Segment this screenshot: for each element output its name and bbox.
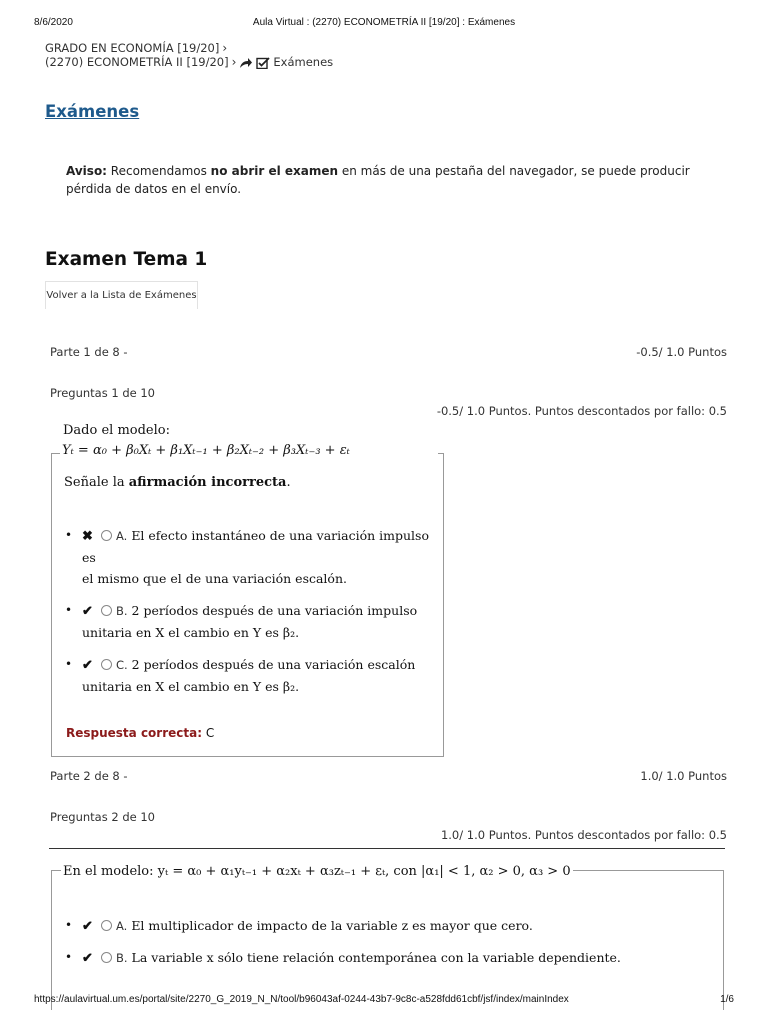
prompt-text: Señale la [64,475,129,490]
option-text: La variable x sólo tiene relación contemporánea con la variable dependiente. [131,950,621,965]
options-list [65,525,437,697]
option-a [65,915,702,937]
notice-text-after: en más de una pestaña del navegador, se puede producir pérdida de datos en el envío. [66,164,690,196]
notice-label: Aviso: [66,164,107,178]
breadcrumb-course-link[interactable]: (2270) ECONOMETRÍA II [19/20] [45,55,229,69]
chevron-right-icon: › [222,41,228,55]
correct-answer [66,726,214,740]
prompt-bold: afirmación incorrecta [128,475,287,490]
option-b-radio[interactable] [101,605,112,616]
option-b [65,600,437,643]
option-text: 2 períodos después de una variación impulso [131,603,418,618]
model-formula: Yₜ = α₀ + β₀Xₜ + β₁Xₜ₋₁ + β₂Xₜ₋₂ + β₃Xₜ₋₃ + εₜ [62,443,350,458]
option-letter: B. [116,604,128,618]
print-footer [34,994,734,1008]
check-icon: ✔ [82,951,93,966]
breadcrumb-degree-link[interactable]: GRADO EN ECONOMÍA [19/20] [45,41,220,55]
notice [66,162,736,198]
check-icon: ✔ [82,658,93,673]
question-prompt [64,475,291,490]
option-letter: C. [116,658,128,672]
option-text-cont: unitaria en X el cambio en Y es β₂. [82,625,300,640]
part-score: -0.5/ 1.0 Puntos [636,345,727,359]
correct-answer-value: C [205,726,215,740]
checkbox-check-icon [256,55,270,69]
part-label: Parte 2 de 8 - [50,769,128,783]
part-label: Parte 1 de 8 - [50,345,128,359]
question-intro: Dado el modelo: [63,423,170,438]
bullet-icon: • [65,918,73,932]
option-letter: A. [116,529,128,543]
correct-answer-label: Respuesta correcta: [66,726,203,740]
option-c [65,654,437,697]
option-text: El efecto instantáneo de una variación impulso es [82,528,429,565]
print-title: Aula Virtual : (2270) ECONOMETRÍA II [19/20] : Exámenes [252,17,516,28]
question-label: Preguntas 1 de 10 [50,386,155,400]
print-header [34,17,734,31]
part-score: 1.0/ 1.0 Puntos [640,769,727,783]
check-icon: ✔ [82,604,93,619]
question-intro: En el modelo: yₜ = α₀ + α₁yₜ₋₁ + α₂xₜ + α₃zₜ₋₁ + εₜ, con |α₁| < 1, α₂ > 0, α₃ > 0 [63,864,571,879]
bullet-icon: • [65,528,73,542]
notice-text-before: Recomendamos [106,164,211,178]
option-a-radio[interactable] [101,530,112,541]
option-text: 2 períodos después de una variación escalón [131,657,416,672]
check-icon: ✔ [82,919,93,934]
options-list [65,915,702,969]
option-b-radio[interactable] [101,952,112,963]
bullet-icon: • [65,950,73,964]
option-a-radio[interactable] [101,920,112,931]
cross-icon: ✖ [82,529,93,544]
notice-bold: no abrir el examen [210,164,339,178]
option-a [65,525,437,589]
question-score: -0.5/ 1.0 Puntos. Puntos descontados por fallo: 0.5 [436,404,727,418]
divider [49,848,725,849]
question-score: 1.0/ 1.0 Puntos. Puntos descontados por fallo: 0.5 [440,828,727,842]
option-letter: A. [116,919,128,933]
breadcrumb [45,41,333,69]
print-url: https://aulavirtual.um.es/portal/site/2270_G_2019_N_N/tool/b96043af-0244-43b7-9c8c-a528fdd61cbf/jsf/index/mainIndex [34,994,569,1005]
bullet-icon: • [65,603,73,617]
option-b [65,947,702,969]
option-c-radio[interactable] [101,659,112,670]
option-text-cont: unitaria en X el cambio en Y es β₂. [82,679,300,694]
prompt-end: . [286,475,291,490]
option-letter: B. [116,951,128,965]
print-date: 8/6/2020 [34,17,73,28]
question-label: Preguntas 2 de 10 [50,810,155,824]
option-text: El multiplicador de impacto de la variable z es mayor que cero. [131,918,533,933]
exam-title: Examen Tema 1 [45,249,208,270]
exams-section-link[interactable]: Exámenes [45,102,140,121]
breadcrumb-current: Exámenes [273,55,334,69]
bullet-icon: • [65,657,73,671]
chevron-right-icon: › [231,55,237,69]
print-page-number: 1/6 [720,994,734,1005]
back-to-exam-list-button[interactable]: Volver a la Lista de Exámenes [45,281,198,309]
share-arrow-icon [239,55,253,69]
option-text-cont: el mismo que el de una variación escalón. [82,571,347,586]
